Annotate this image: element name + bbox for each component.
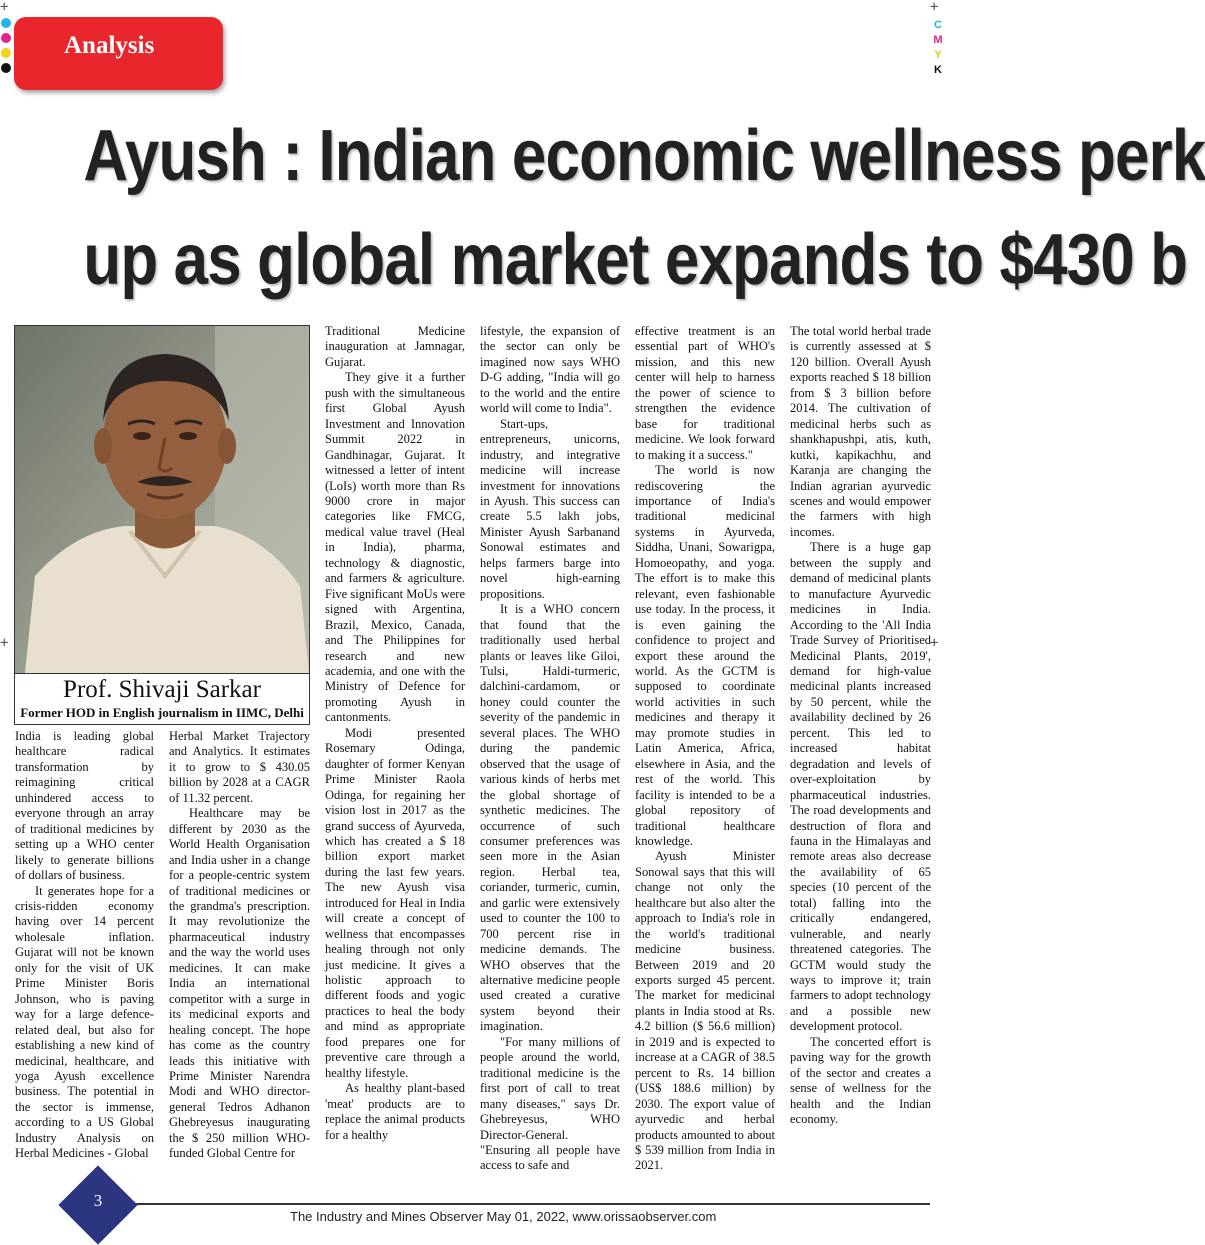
magenta-dot <box>1 33 11 43</box>
author-role: Former HOD in English journalism in IIMC, Delhi <box>20 705 304 720</box>
cmyk-c: C <box>934 19 942 31</box>
paragraph: The total world herbal trade is currently assessed at $ 120 billion. Overall Ayush exports reached $ 18 billion from $ 3 billion before 2014. The cultivation of medicinal herbs such as shankhapushpi, atis, kuth, kutki, kapikachhu, and Karanja are changing the Indian agrarian ayurvedic scenes and would empower the farmers with high incomes. <box>790 324 931 539</box>
paragraph: The world is now rediscovering the importance of India's traditional medicinal systems in Ayurveda, Siddha, Unani, Sowarigpa, Homoeopathy, and yoga. The effort is to make this relevant, even fashionable use today. In the process, it is even gaining the confidence to project and export these around the world. As the GCTM is supposed to coordinate world activities in such medicines and therapy it may promote studies in Latin America, Africa, elsewhere in Asia, and the rest of the world. This facility is intended to be a global repository of traditional healthcare knowledge. <box>635 463 775 848</box>
author-photo <box>14 325 310 674</box>
crop-mark-top-right: + <box>930 0 939 15</box>
crop-mark-top-left: + <box>0 0 9 15</box>
paragraph: As healthy plant-based 'meat' products are to replace the animal products for a healthy <box>325 1081 465 1142</box>
crop-mark-mid-right: + <box>930 635 939 651</box>
paragraph: Healthcare may be different by 2030 as the World Health Organisation and India usher in a change for a people-centric system of traditional medicines or the grandma's prescription. It may revolutionize the pharmaceutical industry and the way the world uses medicines. It can make India an international competitor with a surge in its medicinal exports and healing concept. The hope has come as the country leads this initiative with Prime Minister Narendra Modi and WHO director-general Tedros Adhanon Ghebreyesus inaugurating the $ 250 million WHO-funded Global Centre for <box>169 806 310 1161</box>
paragraph: They give it a further push with the simultaneous first Global Ayush Investment and Innovation Summit 2022 in Gandhinagar, Gujarat. It witnessed a letter of intent (LoIs) worth more than Rs 9000 crore in major categories like FMCG, medical value travel (Heal in India), pharma, technology & diagnostic, and farmers & agriculture. Five significant MoUs were signed with Argentina, Brazil, Mexico, Canada, and The Philippines for research and new academia, and one with the Ministry of Defence for promoting Ayush in cantonments. <box>325 370 465 725</box>
paragraph: "For many millions of people around the world, traditional medicine is the first port of call to treat many diseases," says Dr. Ghebreyesus, WHO Director-General. "Ensuring all people have access to safe and <box>480 1034 620 1173</box>
article-column-1 <box>15 729 154 1162</box>
article-column-3 <box>325 324 465 1143</box>
paragraph: Modi presented Rosemary Odinga, daughter of former Kenyan Prime Minister Raola Odinga, for regaining her vision lost in 2017 as the grand success of Ayurveda, which has created a $ 18 billion export market during the last few years. The new Ayush visa introduced for Heal in India will create a concept of wellness that encompasses healing through not only just medicine. It gives a holistic approach to different foods and yogic practices to heal the body and mind as appropriate food prepares one for preventive care through a healthy lifestyle. <box>325 725 465 1080</box>
paragraph: The concerted effort is paving way for the growth of the sector and creates a sense of wellness for the health and the Indian economy. <box>790 1034 931 1127</box>
cmyk-k: K <box>934 64 942 76</box>
paragraph: Ayush Minister Sonowal says that this will change not only the healthcare but also alter the approach to India's role in the world's traditional medicine business. Between 2019 and 20 exports surged 45 percent. The market for medicinal plants in India stood at Rs. 4.2 billion ($ 56.6 million) in 2019 and is expected to increase at a CAGR of 38.5 percent to Rs. 14 billion (US$ 188.6 million) by 2030. The export value of ayurvedic and herbal products amounted to about $ 539 million from India in 2021. <box>635 849 775 1173</box>
cmyk-strip <box>932 18 944 78</box>
article-column-4 <box>480 324 620 1174</box>
yellow-dot <box>1 48 11 58</box>
section-tab <box>14 17 223 90</box>
cyan-dot <box>1 18 11 28</box>
paragraph: lifestyle, the expansion of the sector can only be imagined now says WHO D-G adding, "India will go to the world and the entire world will come to India". <box>480 324 620 416</box>
footer-publication-line: The Industry and Mines Observer May 01, 2022, www.orissaobserver.com <box>290 1209 717 1224</box>
article-column-6 <box>790 324 931 1128</box>
cmyk-y: Y <box>934 49 942 61</box>
author-byline <box>14 673 310 725</box>
color-registration-dots <box>1 18 11 78</box>
black-dot <box>1 63 11 73</box>
footer-rule <box>60 1203 930 1205</box>
author-portrait-illustration <box>15 326 309 673</box>
cmyk-m: M <box>933 34 943 46</box>
paragraph: It generates hope for a crisis-ridden economy having over 14 percent wholesale inflation. Gujarat will not be known only for the visit of UK Prime Minister Boris Johnson, who is paving way for a large defence-related deal, but also for establishing a new kind of medicinal, healthcare, and yoga Ayush excellence business. The potential in the sector is immense, according to a US Global Industry Analysis on Herbal Medicines - Global <box>15 883 154 1161</box>
headline-line-1: Ayush : Indian economic wellness perk <box>83 116 1205 196</box>
paragraph: Traditional Medicine inauguration at Jamnagar, Gujarat. <box>325 324 465 369</box>
paragraph: It is a WHO concern that found that the traditionally used herbal plants or leaves like Giloi, Tulsi, Haldi-turmeric, dalchini-cardamom, or honey could counter the severity of the pandemic in several places. The WHO during the pandemic observed that the usage of various kinds of herbs met the global shortage of synthetic medicines. The occurrence of such consumer preferences was seen more in the Asian region. Herbal tea, coriander, turmeric, cumin, and garlic were extensively used to counter the 100 to 700 percent rise in medicine demands. The WHO observes that the alternative medicine people used created a curative system beyond their imagination. <box>480 602 620 1034</box>
paragraph: India is leading global healthcare radical transformation by reimagining critical unhindered access to everyone through an array of traditional medicines by setting up a WHO center likely to generate billions of dollars of business. <box>15 729 154 883</box>
paragraph: Start-ups, entrepreneurs, unicorns, industry, and integrative medicine will increase investment for innovations in Ayush. This success can create 5.5 lakh jobs, Minister Ayush Sarbanand Sonowal estimates and helps farmers barge into novel high-earning propositions. <box>480 416 620 601</box>
section-label: Analysis <box>64 32 155 59</box>
headline-line-2: up as global market expands to $430 b <box>83 220 1188 300</box>
paragraph: Herbal Market Trajectory and Analytics. It estimates it to grow to $ 430.05 billion by 2028 at a CAGR of 11.32 percent. <box>169 729 310 805</box>
headline <box>83 104 1205 312</box>
article-column-5 <box>635 324 775 1174</box>
article-column-2 <box>169 729 310 1162</box>
page-number: 3 <box>93 1191 103 1210</box>
crop-mark-mid-left: + <box>0 635 9 651</box>
author-name: Prof. Shivaji Sarkar <box>63 676 261 703</box>
paragraph: effective treatment is an essential part of WHO's mission, and this new center will help to harness the power of science to strengthen the evidence base for traditional medicine. We look forward to making it a success." <box>635 324 775 462</box>
paragraph: There is a huge gap between the supply and demand of medicinal plants to manufacture Ayurvedic medicines in India. According to the 'All India Trade Survey of Prioritised Medicinal Plants, 2019', demand for high-value medicinal plants increased by 50 percent, while the availability declined by 26 percent. This led to increased habitat degradation and levels of over-exploitation by pharmaceutical industries. The road developments and destruction of flora and fauna in the Himalayas and remote areas also decrease the availability of 65 species (10 percent of the total) falling into the critically endangered, vulnerable, and nearly threatened categories. The GCTM would study the ways to improve it; train farmers to adopt technology and a possible new development protocol. <box>790 540 931 1034</box>
